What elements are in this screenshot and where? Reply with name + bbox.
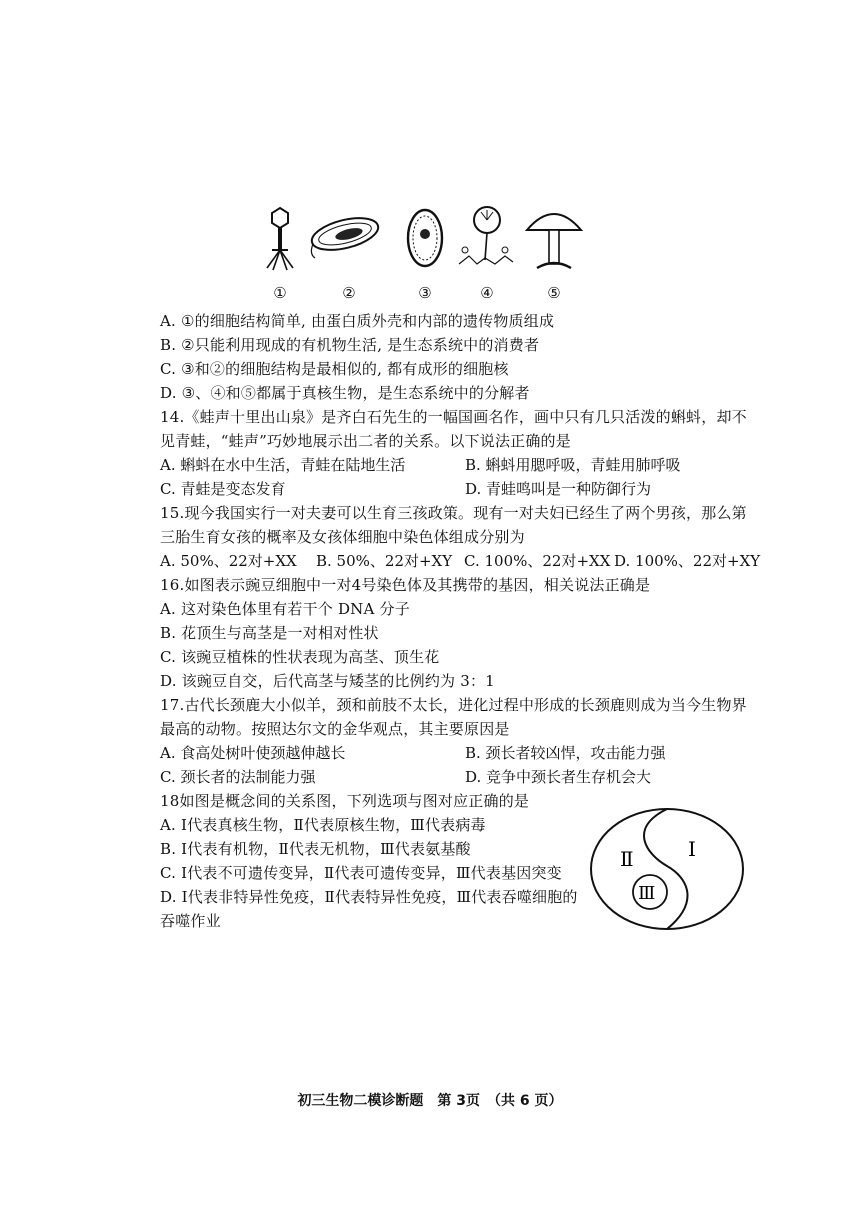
q13-option-c: C. ③和②的细胞结构是最相似的, 都有成形的细胞核 (160, 360, 509, 378)
mushroom-figure (523, 204, 585, 276)
q16-option-a: A. 这对染色体里有若干个 DNA 分子 (160, 600, 410, 618)
q17-stem-line-2: 最高的动物。按照达尔文的金华观点，其主要原因是 (160, 720, 510, 738)
q17-option-b: B. 颈长者较凶悍，攻击能力强 (465, 744, 666, 762)
q15-option-d: D. 100%、22对+XY (614, 552, 761, 570)
q17-option-a: A. 食高处树叶使颈越伸越长 (160, 744, 346, 762)
q17-option-d: D. 竞争中颈长者生存机会大 (465, 768, 652, 786)
q14-option-a: A. 蝌蚪在水中生活，青蛙在陆地生活 (160, 456, 406, 474)
q18-stem: 18如图是概念间的关系图，下列选项与图对应正确的是 (160, 792, 530, 810)
q15-option-a: A. 50%、22对+XX (160, 552, 297, 570)
q15-option-b: B. 50%、22对+XY (316, 552, 453, 570)
q18-option-c: C. Ⅰ代表不可遗传变异，Ⅱ代表可遗传变异，Ⅲ代表基因突变 (160, 864, 562, 882)
q14-stem-line-1: 14.《蛙声十里出山泉》是齐白石先生的一幅国画名作，画中只有几只活泼的蝌蚪，却不 (160, 408, 747, 426)
q17-option-c: C. 颈长者的法制能力强 (160, 768, 316, 786)
q14-option-d: D. 青蛙鸣叫是一种防御行为 (465, 480, 652, 498)
q16-option-d: D. 该豌豆自交，后代高茎与矮茎的比例约为 3：1 (160, 672, 495, 690)
q15-option-c: C. 100%、22对+XX (464, 552, 611, 570)
q16-option-c: C. 该豌豆植株的性状表现为高茎、顶生花 (160, 648, 440, 666)
label-region-three: Ⅲ (638, 883, 656, 904)
q13-option-b: B. ②只能利用现成的有机物生活, 是生态系统中的消费者 (160, 336, 540, 354)
q18-option-d-continued: 吞噬作业 (160, 912, 221, 930)
organism-figures (255, 204, 585, 304)
q13-option-d: D. ③、④和⑤都属于真核生物，是生态系统中的分解者 (160, 384, 530, 402)
label-region-two: Ⅱ (620, 847, 634, 871)
q18-option-b: B. Ⅰ代表有机物，Ⅱ代表无机物，Ⅲ代表氨基酸 (160, 840, 471, 858)
mold-figure (455, 204, 515, 276)
page-footer: 初三生物二模诊断题 第 3页 （共 6 页） (297, 1093, 563, 1109)
q18-option-d: D. Ⅰ代表非特异性免疫，Ⅱ代表特异性免疫，Ⅲ代表吞噬细胞的 (160, 888, 578, 906)
q15-stem-line-2: 三胎生育女孩的概率及女孩体细胞中染色体组成分别为 (160, 528, 525, 546)
q14-option-b: B. 蝌蚪用腮呼吸，青蛙用肺呼吸 (465, 456, 681, 474)
bacterium-figure (305, 204, 385, 276)
q14-option-c: C. 青蛙是变态发育 (160, 480, 286, 498)
q18-option-a: A. Ⅰ代表真核生物，Ⅱ代表原核生物，Ⅲ代表病毒 (160, 816, 486, 834)
q15-stem-line-1: 15.现今我国实行一对夫妻可以生育三孩政策。现有一对夫妇已经生了两个男孩，那么第 (160, 504, 747, 522)
bacteriophage-figure (255, 204, 305, 276)
figure-label-1: ① (273, 284, 287, 302)
figure-label-3: ③ (418, 284, 432, 302)
figure-label-4: ④ (480, 284, 494, 302)
concept-relationship-diagram (588, 806, 746, 932)
figure-label-2: ② (342, 284, 356, 302)
q13-option-a: A. ①的细胞结构简单, 由蛋白质外壳和内部的遗传物质组成 (160, 312, 555, 330)
q17-stem-line-1: 17.古代长颈鹿大小似羊，颈和前肢不太长，进化过程中形成的长颈鹿则成为当今生物界 (160, 696, 747, 714)
q14-stem-line-2: 见青蛙，“蛙声”巧妙地展示出二者的关系。以下说法正确的是 (160, 432, 571, 450)
figure-label-5: ⑤ (547, 284, 561, 302)
label-region-one: Ⅰ (688, 837, 696, 861)
yeast-cell-figure (403, 204, 447, 276)
q16-option-b: B. 花顶生与高茎是一对相对性状 (160, 624, 379, 642)
q16-stem: 16.如图表示豌豆细胞中一对4号染色体及其携带的基因，相关说法正确是 (160, 576, 651, 594)
